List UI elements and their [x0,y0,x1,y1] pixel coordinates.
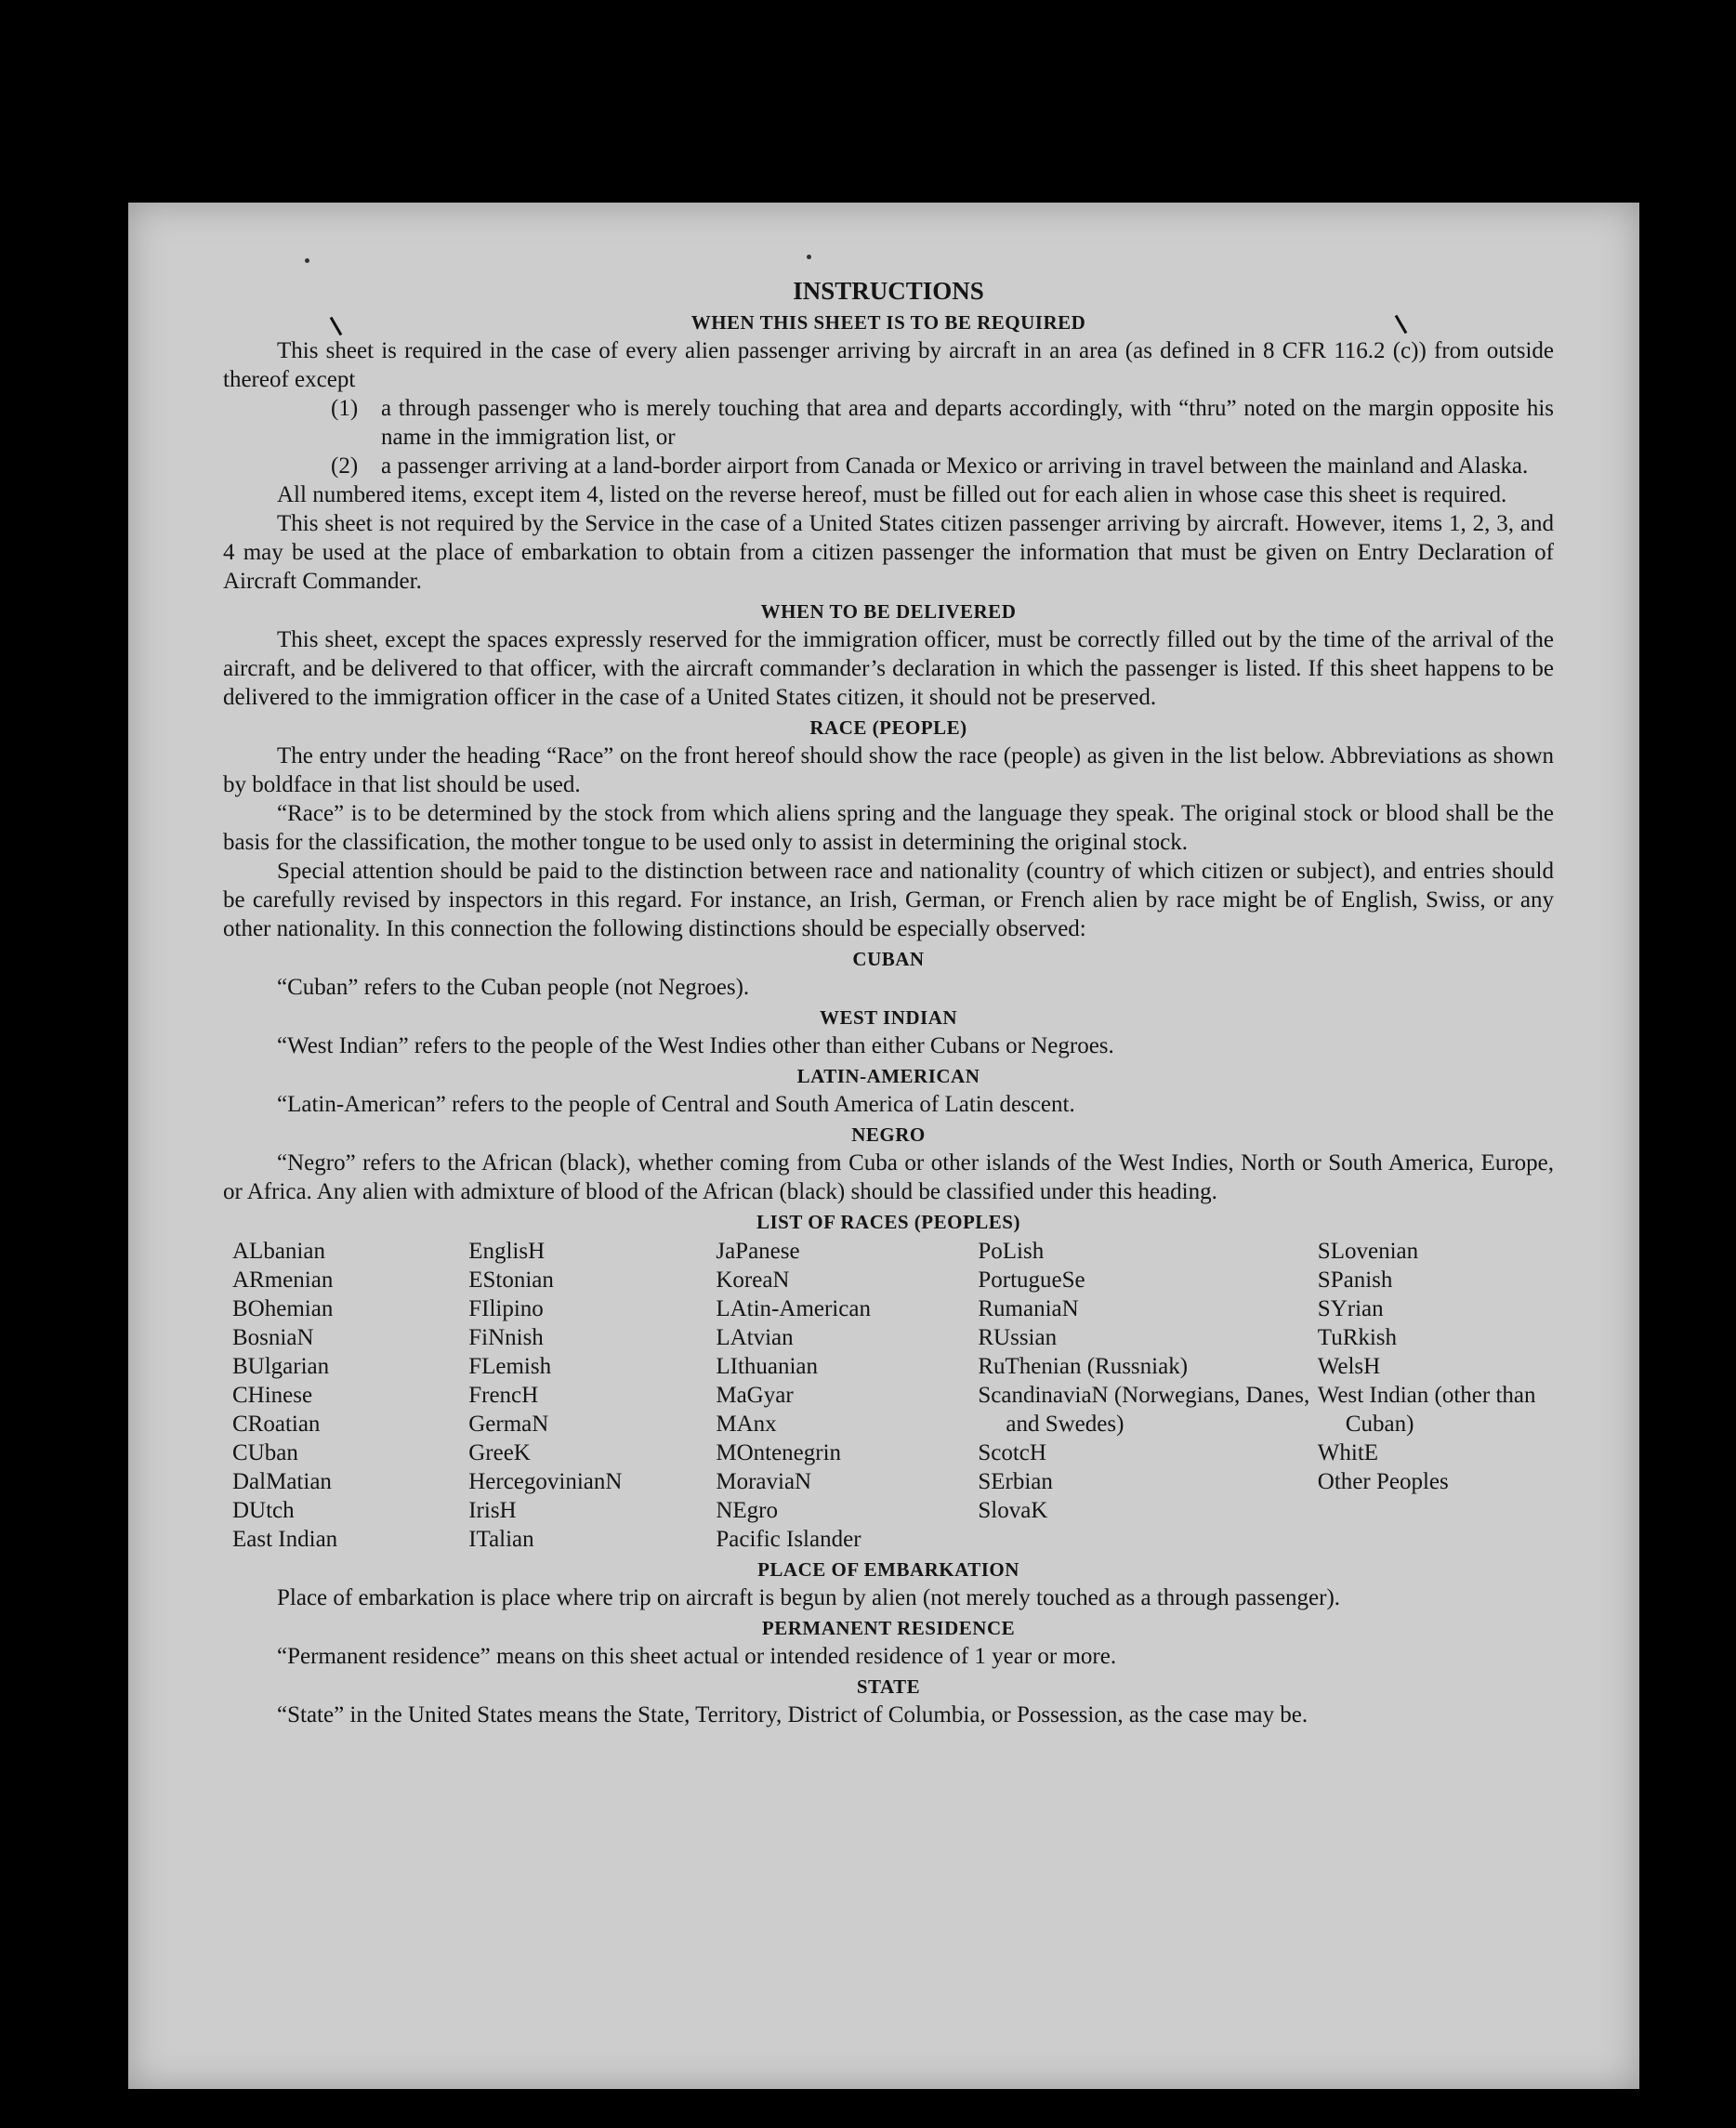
heading-list-of-races: LIST OF RACES (PEOPLES) [756,1211,1020,1233]
races-column [232,1237,468,1554]
race-entry: SlovaK [978,1498,1048,1523]
heading-west-indian: WEST INDIAN [819,1006,958,1029]
cuban-text: “Cuban” refers to the Cuban people (not Negroes). [277,975,750,1000]
race-entry: ScandinaviaN (Norwegians, Danes, and Swedes) [978,1383,1310,1437]
race-entry: BUlgarian [232,1354,330,1379]
race-entry: Pacific Islander [716,1527,861,1552]
race-entry: LAtin-American [716,1296,871,1321]
instructions-content [223,277,1554,1729]
races-column [468,1237,716,1554]
race-entry: RumaniaN [978,1296,1079,1321]
race-entry: LIthuanian [716,1354,819,1379]
heading-required: WHEN THIS SHEET IS TO BE REQUIRED [690,311,1086,334]
races-column [716,1237,978,1554]
race-entry: CRoatian [232,1412,321,1437]
race-entry: MoraviaN [716,1469,812,1494]
race-entry: ScotcH [978,1440,1046,1465]
races-column [978,1237,1317,1554]
race-entry: LAtvian [716,1325,794,1350]
race-para1: The entry under the heading “Race” on the front hereof should show the race (people) as given in the list below. Abbreviations as shown by boldface in that list should be used. [223,743,1554,797]
heading-race: RACE (PEOPLE) [809,716,967,739]
page-title: INSTRUCTIONS [793,277,984,305]
race-entry: WhitE [1317,1440,1379,1465]
race-entry: RuThenian (Russniak) [978,1354,1189,1379]
race-entry: JaPanese [716,1239,800,1264]
race-entry: PortugueSe [978,1268,1085,1293]
race-entry: SPanish [1317,1268,1393,1293]
race-entry: ITalian [468,1527,534,1552]
race-entry: East Indian [232,1527,338,1552]
race-entry: SYrian [1317,1296,1384,1321]
race-entry: KoreaN [716,1268,790,1293]
race-entry: FLemish [468,1354,552,1379]
scan-speck [807,255,811,259]
latin-american-text: “Latin-American” refers to the people of Central and South America of Latin descent. [277,1092,1075,1117]
race-entry: BOhemian [232,1296,334,1321]
race-entry: MOntenegrin [716,1440,842,1465]
heading-latin-american: LATIN-AMERICAN [796,1065,980,1087]
negro-text: “Negro” refers to the African (black), whether coming from Cuba or other islands of the West Indies, North or South America, Europe, or Africa. Any alien with admixture of blood of the African (black) should be classified under this heading. [223,1150,1554,1204]
required-para2: All numbered items, except item 4, listed on the reverse hereof, must be filled out for each alien in whose case this sheet is required. [277,482,1507,507]
race-entry: DUtch [232,1498,295,1523]
race-entry: BosniaN [232,1325,314,1350]
race-entry: CHinese [232,1383,313,1408]
race-entry: TuRkish [1317,1325,1398,1350]
required-intro: This sheet is required in the case of every alien passenger arriving by aircraft in an area (as defined in 8 CFR 116.2 (c)) from outside thereof except [223,338,1554,392]
embarkation-text: Place of embarkation is place where trip on aircraft is begun by alien (not merely touched as a through passenger). [277,1585,1341,1610]
race-entry: CUban [232,1440,298,1465]
race-entry: West Indian (other than Cuban) [1317,1383,1536,1437]
race-entry: ARmenian [232,1268,334,1293]
race-entry: GermaN [468,1412,549,1437]
heading-embarkation: PLACE OF EMBARKATION [757,1558,1019,1581]
heading-state: STATE [856,1675,921,1698]
heading-permanent-residence: PERMANENT RESIDENCE [761,1617,1016,1639]
heading-cuban: CUBAN [852,948,925,970]
race-entry: FiNnish [468,1325,544,1350]
race-entry: IrisH [468,1498,517,1523]
required-para3: This sheet is not required by the Service in the case of a United States citizen passenger arriving by aircraft. However, items 1, 2, 3, and 4 may be used at the place of embarkation to obtain from a citizen passenger the information that must be given on Entry Declaration of Aircraft Commander. [223,511,1554,594]
race-entry: MAnx [716,1412,777,1437]
race-entry: SLovenian [1317,1239,1419,1264]
race-para3: Special attention should be paid to the distinction between race and nationality (country of which citizen or subject), and entries should be carefully revised by inspectors in this regard. For instance, an Irish, German, or French alien by race might be of English, Swiss, or any other nationality. In this connection the following distinctions should be especially observed: [223,859,1554,941]
race-entry: HercegovinianN [468,1469,623,1494]
race-entry: Other Peoples [1317,1469,1449,1494]
race-entry: WelsH [1317,1354,1381,1379]
race-entry: SErbian [978,1469,1053,1494]
race-entry: FrencH [468,1383,539,1408]
residence-text: “Permanent residence” means on this sheet actual or intended residence of 1 year or more. [277,1644,1117,1669]
west-indian-text: “West Indian” refers to the people of the West Indies other than either Cubans or Negroes. [277,1033,1114,1058]
race-entry: DalMatian [232,1469,332,1494]
list-item: (1) a through passenger who is merely touching that area and departs accordingly, with “thru” noted on the margin opposite his name in the immigration list, or [331,396,1554,450]
heading-delivered: WHEN TO BE DELIVERED [760,600,1017,623]
scan-speck [305,258,309,263]
race-entry: EnglisH [468,1239,546,1264]
race-entry: MaGyar [716,1383,794,1408]
document-sheet [128,203,1639,2089]
race-entry: NEgro [716,1498,778,1523]
race-entry: EStonian [468,1268,554,1293]
list-item: (2) a passenger arriving at a land-border airport from Canada or Mexico or arriving in travel between the mainland and Alaska. [331,453,1529,479]
races-column [1318,1237,1554,1554]
race-entry: FIlipino [468,1296,544,1321]
race-entry: ALbanian [232,1239,325,1264]
races-list [232,1237,1554,1554]
race-para2: “Race” is to be determined by the stock from which aliens spring and the language they speak. The original stock or blood shall be the basis for the classification, the mother tongue to be used only to assist in determining the original stock. [223,801,1554,855]
race-entry: RUssian [978,1325,1058,1350]
delivered-text: This sheet, except the spaces expressly reserved for the immigration officer, must be correctly filled out by the time of the arrival of the aircraft, and be delivered to that officer, with the aircraft commander’s declaration in which the passenger is listed. If this sheet happens to be delivered to the immigration officer in the case of a United States citizen, it should not be preserved. [223,627,1554,710]
race-entry: GreeK [468,1440,531,1465]
race-entry: PoLish [978,1239,1045,1264]
state-text: “State” in the United States means the State, Territory, District of Columbia, or Possession, as the case may be. [277,1702,1309,1727]
heading-negro: NEGRO [851,1123,926,1146]
